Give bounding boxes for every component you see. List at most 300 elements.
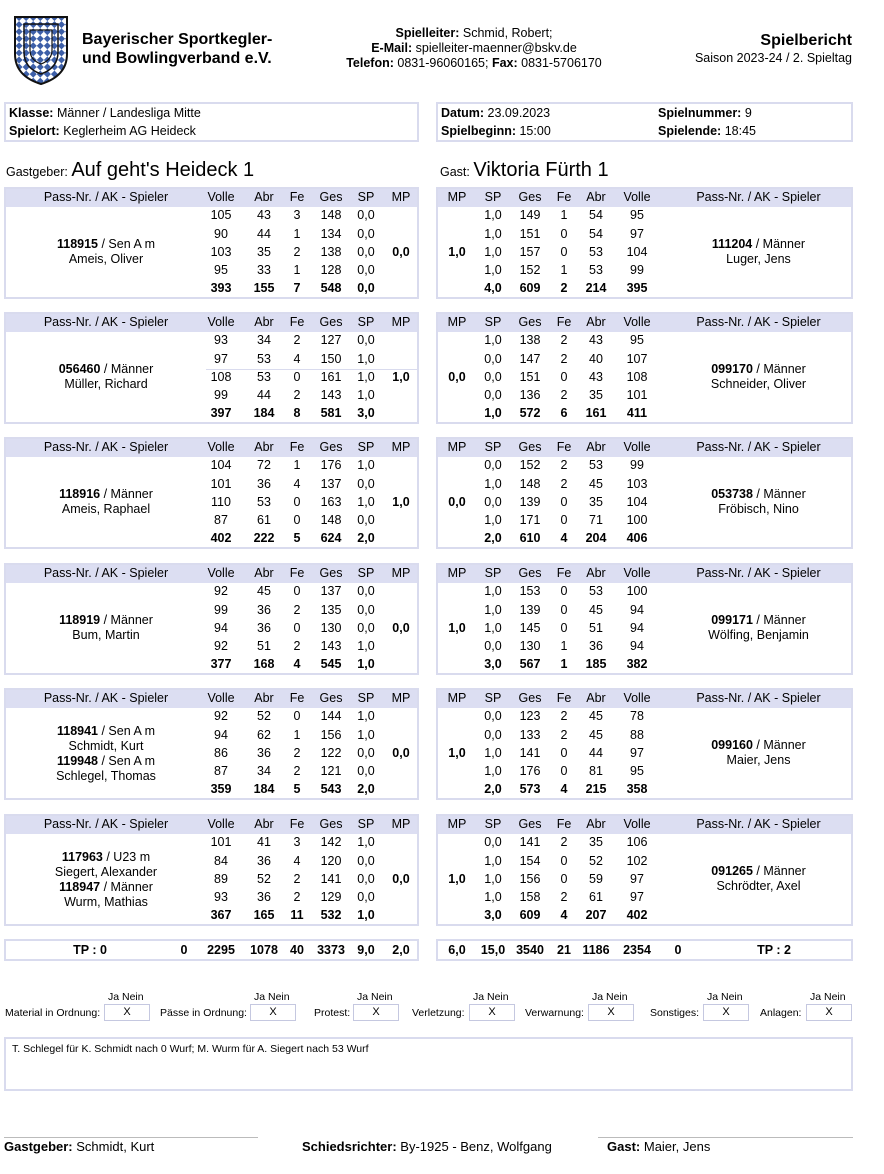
home-sp-cell: 0,0 [357, 872, 375, 886]
away-fe-total: 4 [560, 531, 568, 545]
player-name: Fröbisch, Nino [718, 502, 799, 516]
away-abr-cell: 51 [589, 621, 603, 635]
away-mp-value: 1,0 [448, 621, 466, 635]
away-sp-cell: 0,0 [484, 835, 502, 849]
away-sp-cell: 0,0 [484, 495, 502, 509]
home-volle-cell: 101 [210, 477, 232, 491]
home-sp-total: 2,0 [357, 782, 375, 796]
header-ges: Ges [319, 440, 343, 454]
header-mp: MP [447, 440, 467, 454]
player-pass-number: 099170 [711, 362, 753, 376]
home-totals [4, 939, 419, 961]
home-fe-cell: 1 [293, 227, 301, 241]
away-volle-cell: 95 [630, 764, 644, 778]
header-fe: Fe [556, 566, 572, 580]
player-name: Ameis, Raphael [61, 502, 151, 516]
header-abr: Abr [254, 190, 274, 204]
away-volle-cell: 97 [630, 890, 644, 904]
away-fe-cell: 2 [560, 333, 568, 347]
home-sp-cell: 0,0 [357, 263, 375, 277]
header-fe: Fe [556, 190, 572, 204]
home-mp-value: 0,0 [392, 245, 410, 259]
header-player: Pass-Nr. / AK - Spieler [696, 691, 821, 705]
home-ges-total: 548 [320, 281, 342, 295]
away-fe-cell: 1 [560, 639, 568, 653]
home-volle-cell: 92 [214, 639, 228, 653]
away-fe-cell: 0 [560, 764, 568, 778]
away-sp-cell: 1,0 [484, 245, 502, 259]
player-name: Schlegel, Thomas [56, 769, 156, 783]
player-pass-line [6, 613, 206, 628]
home-match-table [4, 563, 419, 675]
away-volle-cell: 94 [630, 621, 644, 635]
header-player: Pass-Nr. / AK - Spieler [43, 315, 169, 329]
player-age-class: / Männer [752, 738, 806, 752]
home-abr-cell: 34 [257, 333, 271, 347]
contact-leiter: Schmid, Robert; [462, 26, 553, 40]
away-fe-cell: 0 [560, 584, 568, 598]
away-total-ges: 3540 [516, 943, 544, 957]
away-fe-cell: 0 [560, 746, 568, 760]
player-age-class: / Männer [100, 362, 154, 376]
player-pass-line [6, 754, 206, 769]
home-sp-cell: 0,0 [357, 621, 375, 635]
home-fe-cell: 3 [293, 208, 301, 222]
home-abr-cell: 41 [257, 835, 271, 849]
away-volle-cell: 104 [626, 245, 648, 259]
home-team [6, 159, 254, 182]
header-fe: Fe [556, 691, 572, 705]
header-fe: Fe [289, 440, 305, 454]
header-volle: Volle [623, 691, 651, 705]
home-ges-cell: 134 [320, 227, 342, 241]
away-abr-total: 214 [585, 281, 607, 295]
header-ges: Ges [319, 190, 343, 204]
away-total-mp: 6,0 [448, 943, 466, 957]
referee-signature [302, 1139, 552, 1154]
away-sp-total: 4,0 [484, 281, 502, 295]
report-subtitle: Saison 2023-24 / 2. Spieltag [694, 51, 852, 65]
away-volle-cell: 108 [626, 370, 648, 384]
home-fe-cell: 2 [293, 639, 301, 653]
header-fe: Fe [289, 817, 305, 831]
home-ges-cell: 176 [320, 458, 342, 472]
home-players [6, 850, 206, 910]
header-mp: MP [391, 817, 411, 831]
home-volle-cell: 93 [214, 890, 228, 904]
away-ges-cell: 151 [519, 227, 541, 241]
home-sp-cell: 0,0 [357, 477, 375, 491]
player-pass-number: 118941 [56, 724, 99, 738]
away-volle-cell: 95 [630, 208, 644, 222]
home-ges-total: 581 [320, 406, 342, 420]
away-fe-cell: 0 [560, 370, 568, 384]
away-volle-cell: 103 [626, 477, 648, 491]
org-name-line2: und Bowlingverband e.V. [82, 50, 272, 67]
away-volle-cell: 94 [630, 603, 644, 617]
check-box[interactable]: X [703, 1004, 749, 1021]
home-sp-cell: 1,0 [357, 388, 375, 402]
header-mp: MP [447, 190, 467, 204]
player-pass-line [664, 738, 853, 753]
home-ges-cell: 144 [320, 709, 342, 723]
row-separator [206, 369, 418, 370]
player-pass-number: 099160 [711, 738, 753, 752]
home-table-header [6, 314, 417, 332]
home-volle-cell: 93 [214, 333, 228, 347]
home-fe-cell: 0 [293, 584, 301, 598]
home-volle-total: 359 [210, 782, 232, 796]
header-mp: MP [447, 566, 467, 580]
header-fe: Fe [556, 440, 572, 454]
away-volle-total: 411 [626, 406, 648, 420]
player-pass-number: 118916 [59, 487, 101, 501]
header-sp: SP [484, 566, 502, 580]
away-sp-cell: 1,0 [484, 621, 502, 635]
away-fe-total: 1 [560, 657, 568, 671]
home-players [6, 487, 206, 517]
home-volle-total: 367 [210, 908, 232, 922]
home-sp-cell: 1,0 [357, 458, 375, 472]
away-volle-cell: 106 [626, 835, 648, 849]
home-abr-cell: 51 [257, 639, 271, 653]
home-fe-total: 8 [293, 406, 301, 420]
away-ges-total: 573 [519, 782, 541, 796]
header-mp: MP [447, 817, 467, 831]
home-fe-cell: 0 [293, 495, 301, 509]
check-box[interactable]: X [806, 1004, 852, 1021]
home-fe-cell: 2 [293, 245, 301, 259]
home-sp-cell: 0,0 [357, 746, 375, 760]
away-sp-cell: 1,0 [484, 227, 502, 241]
header-ges: Ges [518, 691, 542, 705]
header-abr: Abr [586, 190, 606, 204]
player-name: Maier, Jens [726, 753, 791, 767]
home-ges-cell: 122 [320, 746, 342, 760]
spielende-value: 18:45 [724, 124, 756, 138]
home-abr-total: 155 [253, 281, 275, 295]
away-fe-total: 4 [560, 782, 568, 796]
header-sp: SP [357, 691, 375, 705]
away-fe-total: 4 [560, 908, 568, 922]
player-age-class: / Sen A m [98, 724, 155, 738]
home-ges-cell: 156 [320, 728, 342, 742]
away-ges-cell: 139 [519, 603, 541, 617]
away-abr-cell: 35 [589, 835, 603, 849]
away-ges-cell: 136 [519, 388, 541, 402]
header-sp: SP [484, 190, 502, 204]
check-label: Material in Ordnung: [5, 1007, 101, 1019]
away-abr-cell: 53 [589, 458, 603, 472]
away-table-header [438, 816, 851, 834]
away-sp-cell: 1,0 [484, 764, 502, 778]
check-ja-nein-header: Ja Nein [810, 991, 846, 1003]
away-table-header [438, 565, 851, 583]
home-ges-cell: 163 [320, 495, 342, 509]
header-abr: Abr [586, 315, 606, 329]
contact-fax: 0831-5706170 [521, 56, 602, 70]
check-label: Protest: [314, 1007, 351, 1019]
player-age-class: / Männer [100, 487, 153, 501]
away-sp-cell: 0,0 [484, 728, 502, 742]
away-match-table [436, 437, 853, 549]
away-fe-cell: 0 [560, 227, 568, 241]
datum-label: Datum: [441, 106, 485, 120]
away-fe-cell: 2 [560, 728, 568, 742]
home-abr-cell: 52 [257, 872, 271, 886]
home-signature-label: Gastgeber: [4, 1139, 73, 1154]
home-ges-total: 543 [320, 782, 342, 796]
away-signature-label: Gast: [607, 1139, 641, 1154]
contact-email[interactable]: spielleiter-maenner@bskv.de [415, 41, 577, 55]
away-team [440, 159, 609, 182]
home-players [6, 613, 206, 643]
home-table-header [6, 690, 417, 708]
player-pass-number: 099171 [711, 613, 753, 627]
klasse-label: Klasse: [9, 106, 54, 120]
home-sp-cell: 0,0 [357, 603, 375, 617]
bskv-logo-icon [12, 14, 70, 86]
player-pass-number: 117963 [61, 850, 103, 864]
away-abr-cell: 44 [589, 746, 603, 760]
away-fe-cell: 1 [560, 263, 568, 277]
header-player: Pass-Nr. / AK - Spieler [43, 440, 169, 454]
away-sp-cell: 1,0 [484, 872, 502, 886]
org-name-line1: Bayerischer Sportkegler- [82, 31, 273, 48]
home-fe-cell: 1 [293, 728, 301, 742]
contact-block [338, 26, 610, 71]
header-mp: MP [391, 691, 411, 705]
header-ges: Ges [518, 817, 542, 831]
home-fe-total: 11 [290, 908, 304, 922]
away-fe-cell: 0 [560, 495, 568, 509]
away-volle-cell: 107 [626, 352, 648, 366]
away-fe-cell: 0 [560, 621, 568, 635]
player-pass-line [664, 237, 853, 252]
header-mp: MP [447, 315, 467, 329]
home-match-table [4, 437, 419, 549]
header-volle: Volle [623, 190, 651, 204]
home-ges-cell: 130 [320, 621, 342, 635]
player-name: Schrödter, Axel [716, 879, 801, 893]
header-player: Pass-Nr. / AK - Spieler [696, 566, 821, 580]
away-ges-cell: 156 [519, 872, 541, 886]
header-ges: Ges [319, 817, 343, 831]
away-volle-cell: 102 [626, 854, 648, 868]
home-volle-cell: 103 [210, 245, 232, 259]
away-abr-cell: 52 [589, 854, 603, 868]
home-sp-cell: 0,0 [357, 245, 375, 259]
check-box[interactable]: X [250, 1004, 296, 1021]
player-name: Schmidt, Kurt [68, 739, 144, 753]
home-fe-cell: 4 [293, 477, 301, 491]
player-name: Wölfing, Benjamin [708, 628, 809, 642]
check-box[interactable]: X [469, 1004, 515, 1021]
home-sp-total: 1,0 [357, 657, 375, 671]
away-abr-cell: 61 [589, 890, 603, 904]
home-total-ges: 3373 [317, 943, 345, 957]
away-volle-cell: 97 [630, 227, 644, 241]
home-abr-cell: 52 [257, 709, 271, 723]
away-match-table [436, 688, 853, 800]
home-volle-cell: 94 [214, 621, 228, 635]
home-fe-cell: 0 [293, 621, 301, 635]
away-ges-cell: 176 [519, 764, 541, 778]
home-abr-total: 168 [253, 657, 275, 671]
home-volle-total: 397 [210, 406, 232, 420]
home-ges-cell: 121 [320, 764, 342, 778]
away-total-sp: 15,0 [480, 943, 506, 957]
away-ges-cell: 149 [519, 208, 541, 222]
away-players [664, 237, 853, 267]
player-name: Ameis, Oliver [68, 252, 144, 266]
away-match-table [436, 312, 853, 424]
home-fe-cell: 4 [293, 854, 301, 868]
home-mp-value: 0,0 [392, 872, 410, 886]
check-label: Anlagen: [760, 1007, 802, 1019]
home-fe-cell: 0 [293, 370, 301, 384]
home-fe-cell: 2 [293, 388, 301, 402]
spielort-value: Keglerheim AG Heideck [63, 124, 196, 138]
header-volle: Volle [207, 315, 235, 329]
away-abr-cell: 71 [589, 513, 603, 527]
home-fe-total: 5 [293, 782, 301, 796]
home-sp-cell: 0,0 [357, 227, 375, 241]
home-sp-cell: 1,0 [357, 352, 375, 366]
home-sp-total: 3,0 [357, 406, 375, 420]
home-match-table [4, 814, 419, 926]
header-player: Pass-Nr. / AK - Spieler [696, 190, 821, 204]
check-box[interactable]: X [104, 1004, 150, 1021]
header-fe: Fe [556, 315, 572, 329]
away-abr-cell: 35 [589, 495, 603, 509]
away-ges-cell: 148 [519, 477, 541, 491]
home-volle-cell: 89 [214, 872, 228, 886]
away-signature [607, 1139, 710, 1154]
home-abr-cell: 44 [257, 227, 271, 241]
away-team-name: Viktoria Fürth 1 [473, 159, 609, 181]
remarks-text: T. Schlegel für K. Schmidt nach 0 Wurf; M. Wurm für A. Siegert nach 53 Wurf [12, 1043, 369, 1055]
contact-tel: 0831-96060165; [397, 56, 489, 70]
header-player: Pass-Nr. / AK - Spieler [43, 691, 169, 705]
away-sp-cell: 1,0 [484, 746, 502, 760]
check-label: Sonstiges: [650, 1007, 700, 1019]
away-abr-cell: 54 [589, 208, 603, 222]
home-volle-cell: 90 [214, 227, 228, 241]
header-abr: Abr [586, 817, 606, 831]
home-fe-cell: 2 [293, 872, 301, 886]
header-player: Pass-Nr. / AK - Spieler [43, 817, 169, 831]
away-abr-cell: 53 [589, 263, 603, 277]
player-pass-number: 111204 [711, 237, 753, 251]
away-sp-cell: 0,0 [484, 639, 502, 653]
away-fe-total: 6 [560, 406, 568, 420]
check-box[interactable]: X [588, 1004, 634, 1021]
away-ges-total: 609 [519, 908, 541, 922]
check-ja-nein-header: Ja Nein [108, 991, 144, 1003]
away-abr-cell: 45 [589, 477, 603, 491]
home-total-volle: 2295 [207, 943, 235, 957]
away-abr-cell: 36 [589, 639, 603, 653]
header-mp: MP [447, 691, 467, 705]
away-volle-cell: 104 [626, 495, 648, 509]
away-match-table [436, 814, 853, 926]
header-volle: Volle [207, 566, 235, 580]
home-sp-cell: 0,0 [357, 333, 375, 347]
home-abr-cell: 36 [257, 746, 271, 760]
home-total-mp: 2,0 [392, 943, 410, 957]
home-abr-cell: 53 [257, 495, 271, 509]
player-age-class: / Männer [100, 613, 153, 627]
away-abr-cell: 35 [589, 388, 603, 402]
home-ges-cell: 142 [320, 835, 342, 849]
home-volle-cell: 95 [214, 263, 228, 277]
header-ges: Ges [518, 315, 542, 329]
away-players [664, 487, 853, 517]
header-abr: Abr [254, 817, 274, 831]
away-ges-cell: 152 [519, 263, 541, 277]
home-table-header [6, 565, 417, 583]
away-ges-cell: 133 [519, 728, 541, 742]
home-mp-value: 0,0 [392, 746, 410, 760]
player-pass-line [664, 613, 853, 628]
away-ges-cell: 141 [519, 746, 541, 760]
home-tp: TP : 0 [73, 943, 107, 957]
away-ges-cell: 138 [519, 333, 541, 347]
away-abr-total: 204 [585, 531, 607, 545]
home-team-label: Gastgeber: [6, 165, 68, 179]
away-totals [436, 939, 853, 961]
away-fe-cell: 0 [560, 245, 568, 259]
header-sp: SP [484, 440, 502, 454]
home-fe-cell: 2 [293, 333, 301, 347]
header-mp: MP [391, 190, 411, 204]
away-table-header [438, 439, 851, 457]
header-sp: SP [357, 817, 375, 831]
header-ges: Ges [518, 440, 542, 454]
home-sp-cell: 1,0 [357, 495, 375, 509]
remarks-box [4, 1037, 853, 1091]
header-player: Pass-Nr. / AK - Spieler [696, 440, 821, 454]
player-pass-line [6, 362, 206, 377]
away-volle-total: 406 [626, 531, 648, 545]
home-abr-cell: 36 [257, 621, 271, 635]
home-table-header [6, 439, 417, 457]
away-ges-cell: 153 [519, 584, 541, 598]
home-ges-cell: 120 [320, 854, 342, 868]
check-box[interactable]: X [353, 1004, 399, 1021]
header-mp: MP [391, 566, 411, 580]
away-volle-total: 402 [626, 908, 648, 922]
home-fe-total: 4 [293, 657, 301, 671]
player-pass-line [6, 237, 206, 252]
home-sp-cell: 1,0 [357, 639, 375, 653]
home-players [6, 724, 206, 784]
header-abr: Abr [254, 315, 274, 329]
player-age-class: / Männer [752, 613, 806, 627]
away-sp-cell: 0,0 [484, 709, 502, 723]
away-abr-cell: 54 [589, 227, 603, 241]
away-ges-cell: 158 [519, 890, 541, 904]
header-volle: Volle [207, 440, 235, 454]
header-mp: MP [391, 440, 411, 454]
home-abr-cell: 61 [257, 513, 271, 527]
away-players [664, 613, 853, 643]
org-name [82, 30, 272, 68]
home-ges-cell: 148 [320, 208, 342, 222]
player-pass-number: 118915 [56, 237, 99, 251]
home-sp-cell: 1,0 [357, 728, 375, 742]
